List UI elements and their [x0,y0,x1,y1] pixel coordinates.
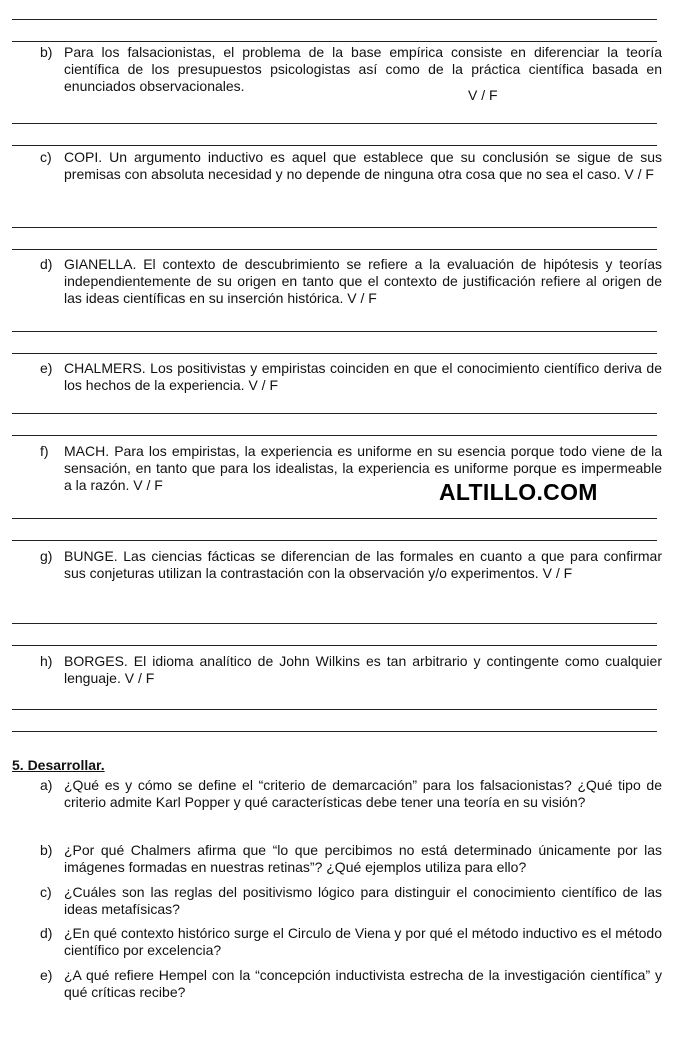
answer-line [12,249,657,250]
item-text: BUNGE. Las ciencias fácticas se diferencian de las formales en cuanto a que para confirmar sus conjeturas utilizan la contrastación con la observación y/o experimentos. [64,548,662,581]
watermark-logo: ALTILLO.COM [439,479,598,505]
item-text-wrap [64,256,662,307]
true-false-marker: V / F [542,565,573,581]
true-false-marker: V / F [347,290,377,306]
question-text: ¿En qué contexto histórico surge el Circulo de Viena y por qué el método inductivo es el método científico por excelencia? [64,925,662,958]
true-false-marker: V / F [133,477,163,493]
question-text: ¿Cuáles son las reglas del positivismo lógico para distinguir el conocimiento científico de las ideas metafísicas? [64,884,662,917]
item-text: Para los falsacionistas, el problema de la base empírica consiste en diferenciar la teoría científica de los presupuestos psicologistas así como de la práctica científica basada en enunciados observacionales. [64,44,662,94]
statement-item-b [40,44,662,95]
answer-line [12,331,657,332]
answer-line [12,645,657,646]
answer-line [12,227,657,228]
answer-line [12,731,657,732]
item-label: c) [40,149,52,165]
item-label: h) [40,653,53,669]
true-false-marker: V / F [124,670,155,686]
question-text: ¿Qué es y cómo se define el “criterio de demarcación” para los falsacionistas? ¿Qué tipo de criterio admite Karl Popper y qué características debe tener una teoría en su visión? [64,777,662,810]
question-text: ¿A qué refiere Hempel con la “concepción inductivista estrecha de la investigación científica” y qué críticas recibe? [64,967,662,1000]
section-title: 5. Desarrollar. [12,757,105,773]
statement-item-h [40,653,662,687]
item-label: g) [40,548,53,564]
answer-line [12,623,657,624]
answer-line [12,709,657,710]
true-false-marker: V / F [248,377,279,393]
statement-item-g [40,548,662,582]
statement-item-e [40,360,662,394]
answer-line [12,353,657,354]
item-label: d) [40,256,53,272]
answer-line [12,518,657,519]
question-item-e [40,967,662,1001]
statement-item-c [40,149,662,183]
item-text-wrap [64,149,662,183]
answer-line [12,41,657,42]
answer-line [12,145,657,146]
answer-line [12,123,657,124]
question-text: ¿Por qué Chalmers afirma que “lo que percibimos no está determinado únicamente por las imágenes formadas en nuestras retinas”? ¿Qué ejemplos utiliza para ello? [64,842,662,875]
item-text: CHALMERS. Los positivistas y empiristas coinciden en que el conocimiento científico deriva de los hechos de la experiencia. [64,360,662,393]
question-item-c [40,884,662,918]
answer-line [12,413,657,414]
item-text: BORGES. El idioma analítico de John Wilkins es tan arbitrario y contingente como cualquier lenguaje. [64,653,662,686]
question-item-b [40,842,662,876]
item-text: COPI. Un argumento inductivo es aquel que establece que su conclusión se sigue de sus premisas con absoluta necesidad y no depende de ninguna otra cosa que no sea el caso. [64,149,662,182]
true-false-marker: V / F [624,166,654,182]
item-label: f) [40,443,49,459]
item-text-wrap [64,653,662,687]
statement-item-d [40,256,662,307]
item-label: d) [40,925,53,941]
item-label: b) [40,842,53,858]
item-label: e) [40,360,53,376]
item-label: c) [40,884,52,900]
item-label: e) [40,967,53,983]
item-label: b) [40,44,53,60]
answer-line [12,435,657,436]
question-item-a [40,777,662,811]
item-text-wrap [64,548,662,582]
true-false-marker: V / F [468,87,498,103]
question-item-d [40,925,662,959]
answer-line [12,19,657,20]
item-text: MACH. Para los empiristas, la experiencia es uniforme en su esencia porque todo viene de la sensación, en tanto que para los idealistas, la experiencia es uniforme porque es impermeable a la razón. [64,443,662,493]
answer-line [12,540,657,541]
item-text: GIANELLA. El contexto de descubrimiento se refiere a la evaluación de hipótesis y teorías independientemente de su origen en tanto que el contexto de justificación refiere al origen de las ideas científicas en su inserción histórica. [64,256,662,306]
item-text-wrap [64,360,662,394]
item-label: a) [40,777,53,793]
